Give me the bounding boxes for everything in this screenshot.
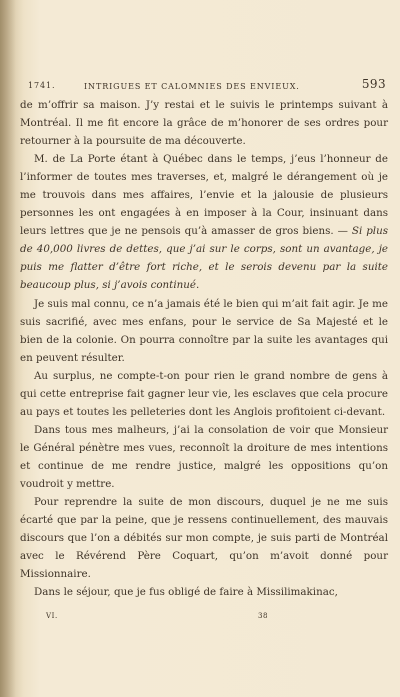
paragraph-2 <box>20 150 388 294</box>
page-body <box>20 96 388 601</box>
sheet-number: 38 <box>258 612 269 620</box>
page-number: 593 <box>361 77 386 91</box>
running-title: INTRIGUES ET CALOMNIES DES ENVIEUX. <box>84 82 300 91</box>
page-footer <box>20 612 370 624</box>
gutter-shadow <box>0 0 16 697</box>
paragraph-5: Dans tous mes malheurs, j’ai la consolation de voir que Monsieur le Général pénètre mes vues, reconnoît la droiture de mes intentions et continue de me rendre justice, malgré les oppositions qu’on voudroit y mettre. <box>20 423 388 490</box>
paragraph-1: de m’offrir sa maison. J’y restai et le suivis le printemps suivant à Montréal. Il me fit encore la grâce de m’honorer de ses ordres pour retourner à la poursuite de ma découverte. <box>20 99 388 148</box>
running-header <box>28 78 386 94</box>
paragraph-7: Dans le séjour, que je fus obligé de faire à Missilimakinac, <box>34 586 338 599</box>
paragraph-2-text: M. de La Porte étant à Québec dans le temps, j’eus l’honneur de l’informer de toutes mes traverses, et, malgré le dérangement où je me trouvois dans mes affaires, l’envie et la jalousie de plusieurs personnes les ont engagées à en imposer à la Cour, insinuant dans leurs lettres que je ne pensois qu’à amasser de gros biens. — <box>20 153 388 238</box>
paragraph-2-italic: Si plus de 40,000 livres de dettes, que j’ai sur le corps, sont un avantage, je puis me flatter d’être fort riche, et le serois devenu par la suite beaucoup plus, si j’avois continué. <box>20 225 389 292</box>
paragraph-4: Au surplus, ne compte-t-on pour rien le grand nombre de gens à qui cette entreprise fait gagner leur vie, les esclaves que cela procure au pays et toutes les pelleteries dont les Anglois profitoient ci-devant. <box>20 369 388 418</box>
header-year: 1741. <box>28 81 56 90</box>
signature-mark: VI. <box>46 612 58 620</box>
paragraph-6: Pour reprendre la suite de mon discours, duquel je ne me suis écarté que par la peine, que je ressens continuellement, des mauvais discours que l’on a débités sur mon compte, je suis parti de Montréal avec le Révérend Père Coquart, qu’on m’avoit donné pour Missionnaire. <box>20 496 388 581</box>
paragraph-3: Je suis mal connu, ce n’a jamais été le bien qui m’ait fait agir. Je me suis sacrifié, avec mes enfans, pour le service de Sa Majesté et le bien de la colonie. On pourra connoître par la suite les avantages qui en peuvent résulter. <box>20 297 388 364</box>
